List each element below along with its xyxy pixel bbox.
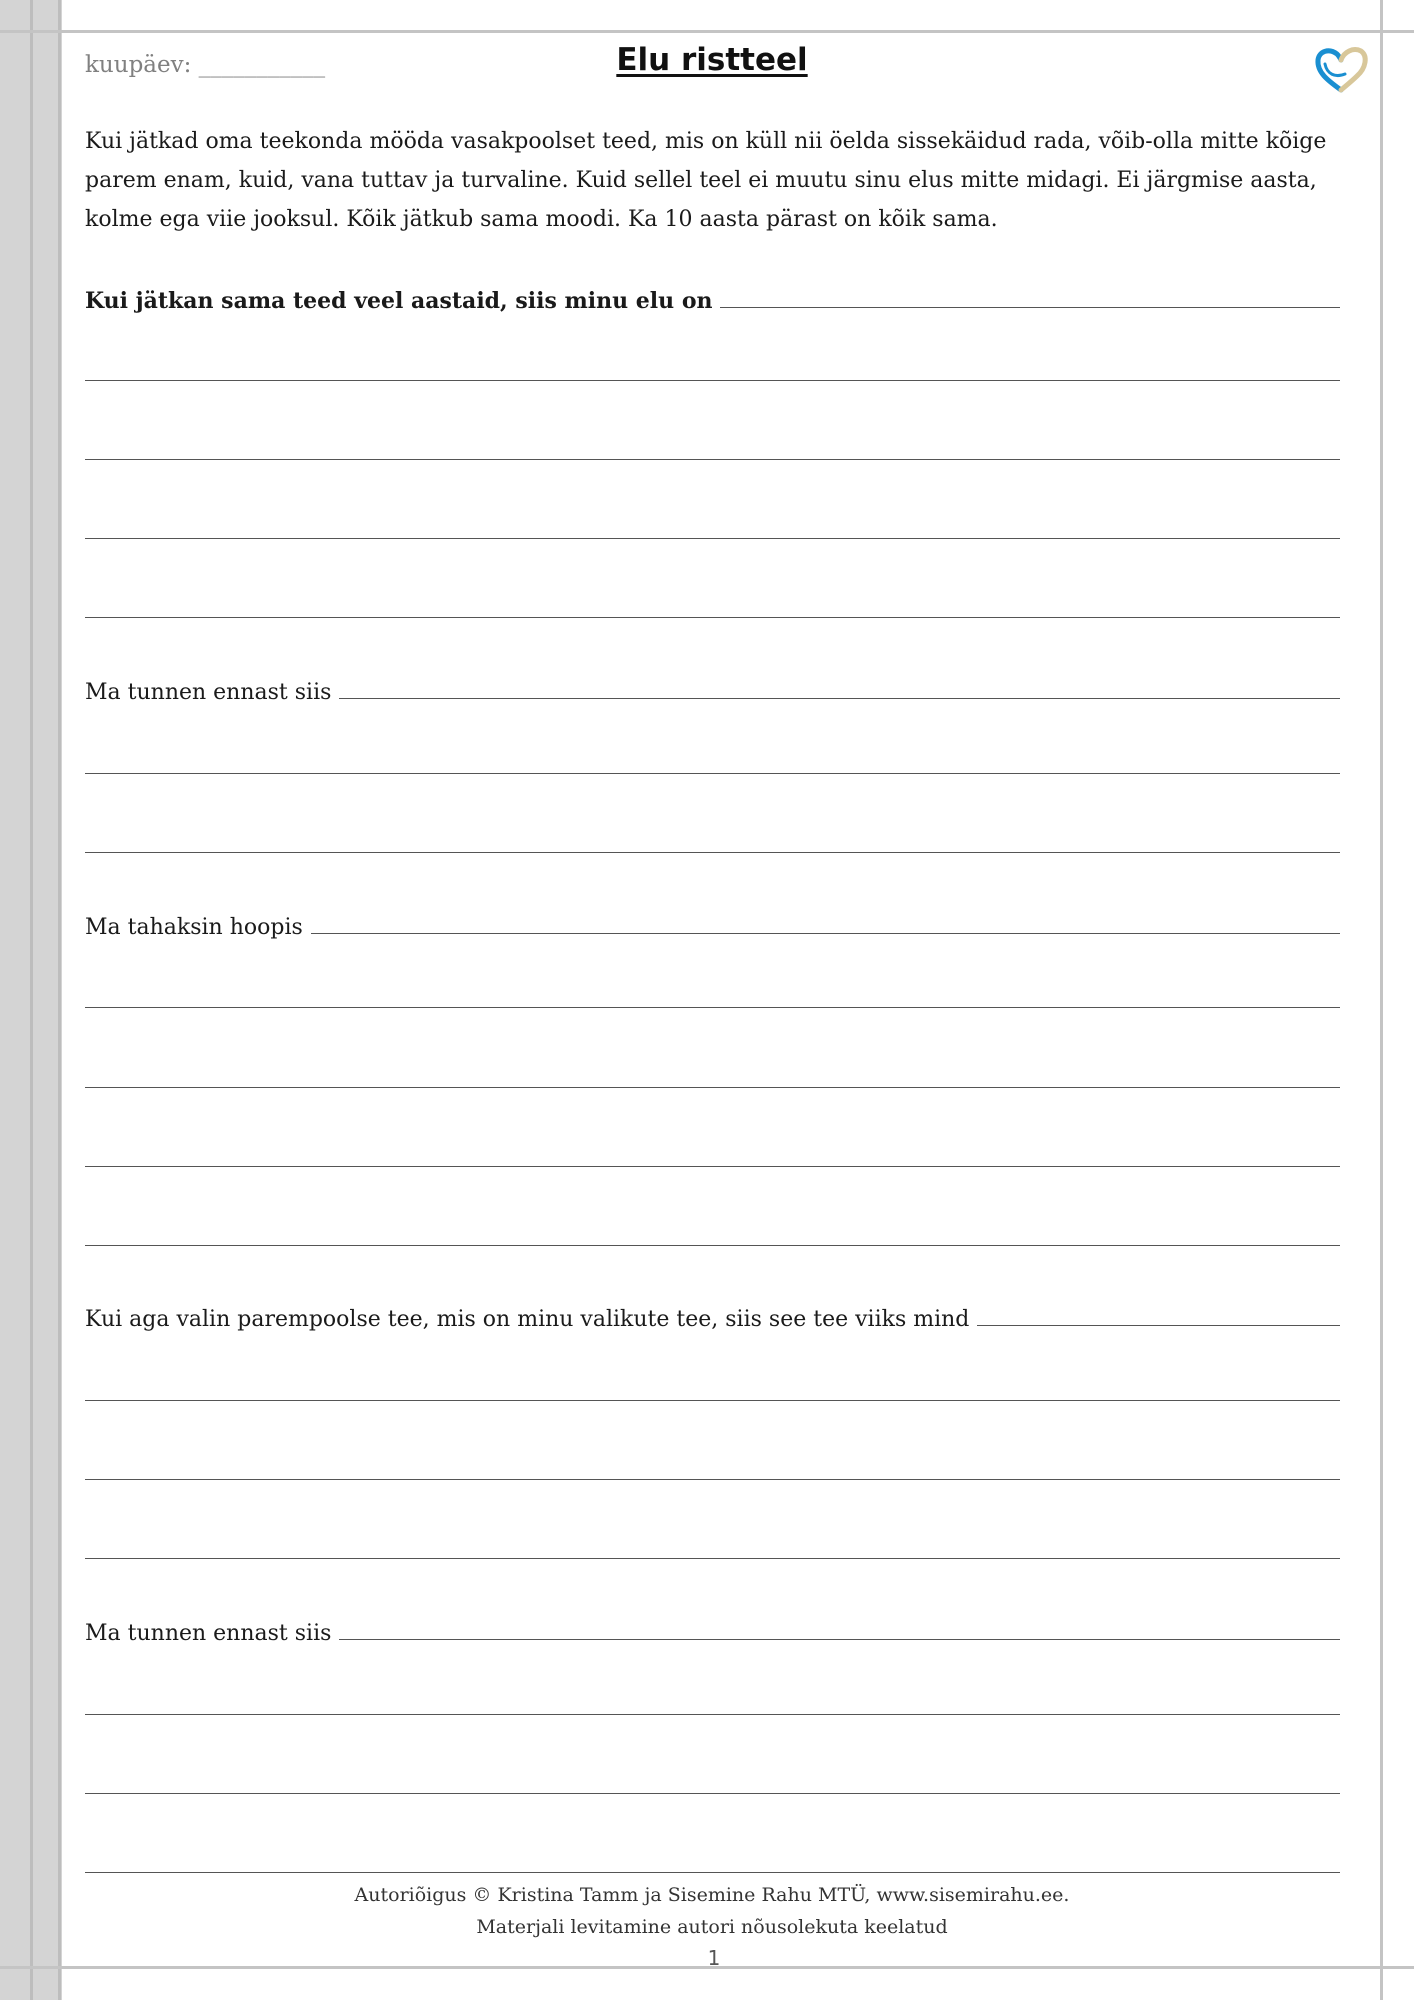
prompt-row bbox=[85, 1614, 1340, 1646]
prompt-label: Kui jätkan sama teed veel aastaid, siis minu elu on bbox=[85, 288, 713, 314]
prompt-label: Ma tunnen ennast siis bbox=[85, 680, 332, 705]
answer-line[interactable] bbox=[85, 380, 1340, 381]
margin-line bbox=[58, 0, 61, 2000]
prompt-label: Ma tahaksin hoopis bbox=[85, 915, 303, 940]
heart-logo-icon bbox=[1313, 44, 1369, 94]
answer-line[interactable] bbox=[85, 1087, 1340, 1088]
answer-line[interactable] bbox=[720, 306, 1340, 308]
answer-line[interactable] bbox=[85, 1479, 1340, 1480]
answer-line[interactable] bbox=[85, 1007, 1340, 1008]
answer-line[interactable] bbox=[85, 1166, 1340, 1167]
answer-line[interactable] bbox=[85, 1714, 1340, 1715]
prompt-label: Kui aga valin parempoolse tee, mis on minu valikute tee, siis see tee viiks mind bbox=[85, 1307, 970, 1332]
answer-line[interactable] bbox=[85, 459, 1340, 460]
answer-line[interactable] bbox=[85, 1245, 1340, 1246]
footer-notice: Materjali levitamine autori nõusolekuta keelatud bbox=[476, 1916, 948, 1938]
answer-line[interactable] bbox=[339, 1638, 1340, 1640]
answer-line[interactable] bbox=[977, 1324, 1340, 1326]
answer-line[interactable] bbox=[85, 1400, 1340, 1401]
intro-text: Kui jätkad oma teekonda mööda vasakpoolset teed, mis on küll nii öelda sissekäidud rada, võib-olla mitte kõige parem enam, kuid, vana tuttav ja turvaline. Kuid sellel teel ei muutu sinu elus mitte midagi. Ei järgmise aasta, kolme ega viie jooksul. Kõik jätkub sama moodi. Ka 10 aasta pärast on kõik sama. bbox=[85, 129, 1327, 232]
prompt-row bbox=[85, 282, 1340, 314]
page-number: 1 bbox=[707, 1946, 721, 1970]
answer-line[interactable] bbox=[311, 932, 1340, 934]
prompt-row bbox=[85, 908, 1340, 940]
frame-line-top bbox=[0, 30, 1414, 33]
answer-line[interactable] bbox=[85, 617, 1340, 618]
answer-line[interactable] bbox=[85, 852, 1340, 853]
answer-line[interactable] bbox=[85, 1872, 1340, 1873]
frame-line-right bbox=[1380, 0, 1383, 2000]
answer-line[interactable] bbox=[85, 538, 1340, 539]
prompt-row bbox=[85, 1300, 1340, 1332]
answer-line[interactable] bbox=[85, 1793, 1340, 1794]
date-field: kuupäev: ___________ bbox=[85, 52, 326, 78]
prompt-label: Ma tunnen ennast siis bbox=[85, 1621, 332, 1646]
page-title: Elu ristteel bbox=[616, 42, 808, 78]
footer-copyright: Autoriõigus © Kristina Tamm ja Sisemine Rahu MTÜ, www.sisemirahu.ee. bbox=[354, 1884, 1070, 1906]
prompt-row bbox=[85, 673, 1340, 705]
margin-line bbox=[30, 0, 33, 2000]
answer-line[interactable] bbox=[339, 697, 1340, 699]
answer-line[interactable] bbox=[85, 773, 1340, 774]
answer-line[interactable] bbox=[85, 1558, 1340, 1559]
